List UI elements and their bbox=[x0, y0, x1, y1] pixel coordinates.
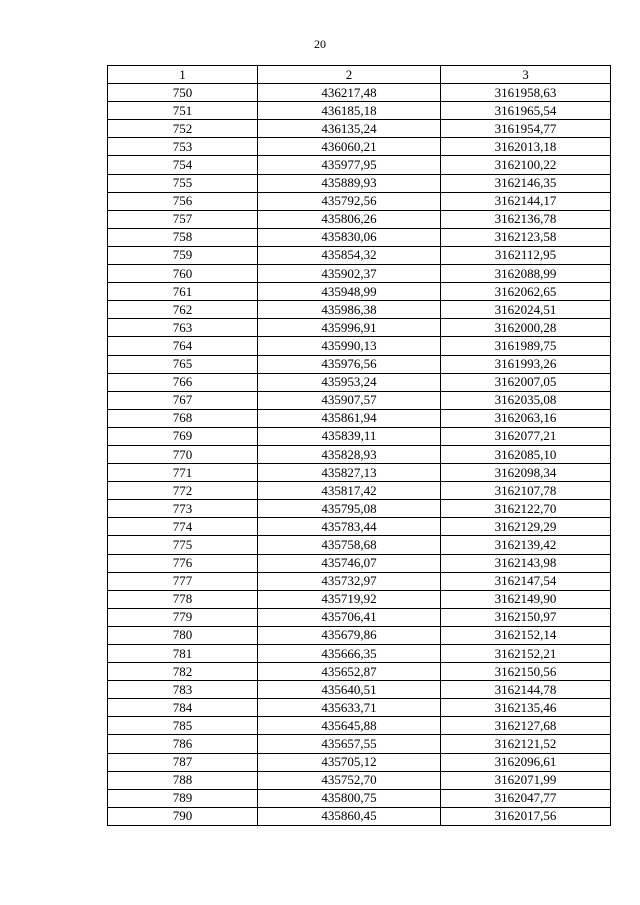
cell-point-number: 785 bbox=[108, 717, 258, 735]
column-header-y: 3 bbox=[441, 66, 611, 84]
cell-point-number: 777 bbox=[108, 572, 258, 590]
table-row bbox=[108, 735, 611, 753]
cell-y-coordinate: 3162144,78 bbox=[441, 681, 611, 699]
table-row bbox=[108, 717, 611, 735]
cell-point-number: 773 bbox=[108, 500, 258, 518]
table-row bbox=[108, 771, 611, 789]
cell-x-coordinate: 435986,38 bbox=[258, 301, 441, 319]
cell-point-number: 779 bbox=[108, 608, 258, 626]
cell-point-number: 751 bbox=[108, 102, 258, 120]
cell-y-coordinate: 3162077,21 bbox=[441, 427, 611, 445]
cell-x-coordinate: 436060,21 bbox=[258, 138, 441, 156]
table-row bbox=[108, 319, 611, 337]
table-row bbox=[108, 427, 611, 445]
cell-point-number: 786 bbox=[108, 735, 258, 753]
cell-point-number: 774 bbox=[108, 518, 258, 536]
cell-x-coordinate: 435732,97 bbox=[258, 572, 441, 590]
table-row bbox=[108, 210, 611, 228]
cell-x-coordinate: 435705,12 bbox=[258, 753, 441, 771]
cell-x-coordinate: 436217,48 bbox=[258, 84, 441, 102]
table-row bbox=[108, 518, 611, 536]
table-row bbox=[108, 156, 611, 174]
cell-x-coordinate: 436185,18 bbox=[258, 102, 441, 120]
table-row bbox=[108, 554, 611, 572]
cell-point-number: 790 bbox=[108, 807, 258, 825]
table-row bbox=[108, 645, 611, 663]
cell-point-number: 750 bbox=[108, 84, 258, 102]
table-row bbox=[108, 373, 611, 391]
cell-point-number: 770 bbox=[108, 445, 258, 463]
cell-x-coordinate: 435752,70 bbox=[258, 771, 441, 789]
cell-y-coordinate: 3162129,29 bbox=[441, 518, 611, 536]
cell-y-coordinate: 3162136,78 bbox=[441, 210, 611, 228]
table-row bbox=[108, 102, 611, 120]
cell-point-number: 765 bbox=[108, 355, 258, 373]
cell-point-number: 775 bbox=[108, 536, 258, 554]
cell-y-coordinate: 3162139,42 bbox=[441, 536, 611, 554]
cell-x-coordinate: 435633,71 bbox=[258, 699, 441, 717]
cell-x-coordinate: 435854,32 bbox=[258, 246, 441, 264]
table-row bbox=[108, 608, 611, 626]
cell-y-coordinate: 3162035,08 bbox=[441, 391, 611, 409]
table-header-row bbox=[108, 66, 611, 84]
cell-y-coordinate: 3162135,46 bbox=[441, 699, 611, 717]
table-row bbox=[108, 409, 611, 427]
cell-y-coordinate: 3161954,77 bbox=[441, 120, 611, 138]
cell-point-number: 762 bbox=[108, 301, 258, 319]
cell-point-number: 780 bbox=[108, 626, 258, 644]
cell-y-coordinate: 3162088,99 bbox=[441, 265, 611, 283]
cell-point-number: 769 bbox=[108, 427, 258, 445]
table-row bbox=[108, 681, 611, 699]
cell-x-coordinate: 435783,44 bbox=[258, 518, 441, 536]
cell-y-coordinate: 3162107,78 bbox=[441, 482, 611, 500]
cell-x-coordinate: 435976,56 bbox=[258, 355, 441, 373]
table-row bbox=[108, 84, 611, 102]
cell-x-coordinate: 435746,07 bbox=[258, 554, 441, 572]
cell-x-coordinate: 435640,51 bbox=[258, 681, 441, 699]
cell-y-coordinate: 3161989,75 bbox=[441, 337, 611, 355]
cell-y-coordinate: 3162098,34 bbox=[441, 464, 611, 482]
cell-point-number: 753 bbox=[108, 138, 258, 156]
cell-point-number: 754 bbox=[108, 156, 258, 174]
cell-point-number: 764 bbox=[108, 337, 258, 355]
cell-point-number: 784 bbox=[108, 699, 258, 717]
cell-point-number: 787 bbox=[108, 753, 258, 771]
cell-y-coordinate: 3162150,97 bbox=[441, 608, 611, 626]
cell-y-coordinate: 3162127,68 bbox=[441, 717, 611, 735]
cell-x-coordinate: 435902,37 bbox=[258, 265, 441, 283]
cell-x-coordinate: 435806,26 bbox=[258, 210, 441, 228]
cell-x-coordinate: 435830,06 bbox=[258, 228, 441, 246]
column-header-point: 1 bbox=[108, 66, 258, 84]
cell-y-coordinate: 3162150,56 bbox=[441, 663, 611, 681]
table-row bbox=[108, 355, 611, 373]
cell-point-number: 752 bbox=[108, 120, 258, 138]
cell-x-coordinate: 435996,91 bbox=[258, 319, 441, 337]
table-row bbox=[108, 301, 611, 319]
cell-x-coordinate: 435860,45 bbox=[258, 807, 441, 825]
cell-y-coordinate: 3161993,26 bbox=[441, 355, 611, 373]
cell-x-coordinate: 435800,75 bbox=[258, 789, 441, 807]
column-header-x: 2 bbox=[258, 66, 441, 84]
cell-x-coordinate: 435889,93 bbox=[258, 174, 441, 192]
cell-point-number: 766 bbox=[108, 373, 258, 391]
cell-x-coordinate: 435948,99 bbox=[258, 283, 441, 301]
page-number: 20 bbox=[314, 37, 326, 51]
cell-y-coordinate: 3162152,21 bbox=[441, 645, 611, 663]
cell-y-coordinate: 3162000,28 bbox=[441, 319, 611, 337]
cell-point-number: 781 bbox=[108, 645, 258, 663]
cell-y-coordinate: 3162100,22 bbox=[441, 156, 611, 174]
table-row bbox=[108, 283, 611, 301]
cell-y-coordinate: 3161965,54 bbox=[441, 102, 611, 120]
cell-y-coordinate: 3162143,98 bbox=[441, 554, 611, 572]
cell-point-number: 757 bbox=[108, 210, 258, 228]
cell-y-coordinate: 3162112,95 bbox=[441, 246, 611, 264]
cell-point-number: 763 bbox=[108, 319, 258, 337]
table-row bbox=[108, 626, 611, 644]
cell-y-coordinate: 3162096,61 bbox=[441, 753, 611, 771]
cell-x-coordinate: 435827,13 bbox=[258, 464, 441, 482]
cell-y-coordinate: 3162017,56 bbox=[441, 807, 611, 825]
cell-x-coordinate: 435795,08 bbox=[258, 500, 441, 518]
table-row bbox=[108, 753, 611, 771]
cell-x-coordinate: 435645,88 bbox=[258, 717, 441, 735]
cell-y-coordinate: 3162024,51 bbox=[441, 301, 611, 319]
table-row bbox=[108, 228, 611, 246]
table-row bbox=[108, 572, 611, 590]
cell-x-coordinate: 435666,35 bbox=[258, 645, 441, 663]
cell-point-number: 767 bbox=[108, 391, 258, 409]
cell-y-coordinate: 3162085,10 bbox=[441, 445, 611, 463]
cell-point-number: 772 bbox=[108, 482, 258, 500]
cell-y-coordinate: 3162013,18 bbox=[441, 138, 611, 156]
table-row bbox=[108, 120, 611, 138]
cell-x-coordinate: 435706,41 bbox=[258, 608, 441, 626]
table-row bbox=[108, 265, 611, 283]
cell-point-number: 756 bbox=[108, 192, 258, 210]
cell-y-coordinate: 3162149,90 bbox=[441, 590, 611, 608]
cell-x-coordinate: 435792,56 bbox=[258, 192, 441, 210]
cell-x-coordinate: 435679,86 bbox=[258, 626, 441, 644]
cell-x-coordinate: 435719,92 bbox=[258, 590, 441, 608]
cell-point-number: 783 bbox=[108, 681, 258, 699]
cell-y-coordinate: 3162147,54 bbox=[441, 572, 611, 590]
cell-y-coordinate: 3162047,77 bbox=[441, 789, 611, 807]
cell-y-coordinate: 3162146,35 bbox=[441, 174, 611, 192]
cell-y-coordinate: 3162123,58 bbox=[441, 228, 611, 246]
coordinates-table bbox=[107, 65, 611, 826]
cell-point-number: 782 bbox=[108, 663, 258, 681]
table-row bbox=[108, 192, 611, 210]
cell-x-coordinate: 435990,13 bbox=[258, 337, 441, 355]
table-row bbox=[108, 663, 611, 681]
table-row bbox=[108, 391, 611, 409]
table-row bbox=[108, 789, 611, 807]
cell-x-coordinate: 435907,57 bbox=[258, 391, 441, 409]
cell-y-coordinate: 3162062,65 bbox=[441, 283, 611, 301]
table-row bbox=[108, 807, 611, 825]
cell-x-coordinate: 435652,87 bbox=[258, 663, 441, 681]
table-row bbox=[108, 174, 611, 192]
table-row bbox=[108, 590, 611, 608]
cell-x-coordinate: 435977,95 bbox=[258, 156, 441, 174]
cell-x-coordinate: 435953,24 bbox=[258, 373, 441, 391]
cell-x-coordinate: 435861,94 bbox=[258, 409, 441, 427]
table-row bbox=[108, 500, 611, 518]
table-row bbox=[108, 337, 611, 355]
cell-point-number: 768 bbox=[108, 409, 258, 427]
cell-y-coordinate: 3162122,70 bbox=[441, 500, 611, 518]
cell-y-coordinate: 3162071,99 bbox=[441, 771, 611, 789]
table-row bbox=[108, 464, 611, 482]
cell-y-coordinate: 3162144,17 bbox=[441, 192, 611, 210]
cell-point-number: 761 bbox=[108, 283, 258, 301]
cell-x-coordinate: 435828,93 bbox=[258, 445, 441, 463]
cell-x-coordinate: 436135,24 bbox=[258, 120, 441, 138]
cell-y-coordinate: 3162121,52 bbox=[441, 735, 611, 753]
cell-point-number: 778 bbox=[108, 590, 258, 608]
table-row bbox=[108, 482, 611, 500]
cell-point-number: 776 bbox=[108, 554, 258, 572]
cell-point-number: 755 bbox=[108, 174, 258, 192]
table-row bbox=[108, 246, 611, 264]
cell-x-coordinate: 435758,68 bbox=[258, 536, 441, 554]
cell-x-coordinate: 435657,55 bbox=[258, 735, 441, 753]
cell-y-coordinate: 3161958,63 bbox=[441, 84, 611, 102]
cell-y-coordinate: 3162063,16 bbox=[441, 409, 611, 427]
table-row bbox=[108, 138, 611, 156]
cell-point-number: 789 bbox=[108, 789, 258, 807]
table-body bbox=[108, 84, 611, 826]
cell-x-coordinate: 435817,42 bbox=[258, 482, 441, 500]
table-row bbox=[108, 536, 611, 554]
cell-point-number: 788 bbox=[108, 771, 258, 789]
cell-point-number: 759 bbox=[108, 246, 258, 264]
cell-y-coordinate: 3162007,05 bbox=[441, 373, 611, 391]
cell-x-coordinate: 435839,11 bbox=[258, 427, 441, 445]
cell-point-number: 771 bbox=[108, 464, 258, 482]
table-row bbox=[108, 445, 611, 463]
cell-point-number: 760 bbox=[108, 265, 258, 283]
cell-y-coordinate: 3162152,14 bbox=[441, 626, 611, 644]
table-row bbox=[108, 699, 611, 717]
cell-point-number: 758 bbox=[108, 228, 258, 246]
